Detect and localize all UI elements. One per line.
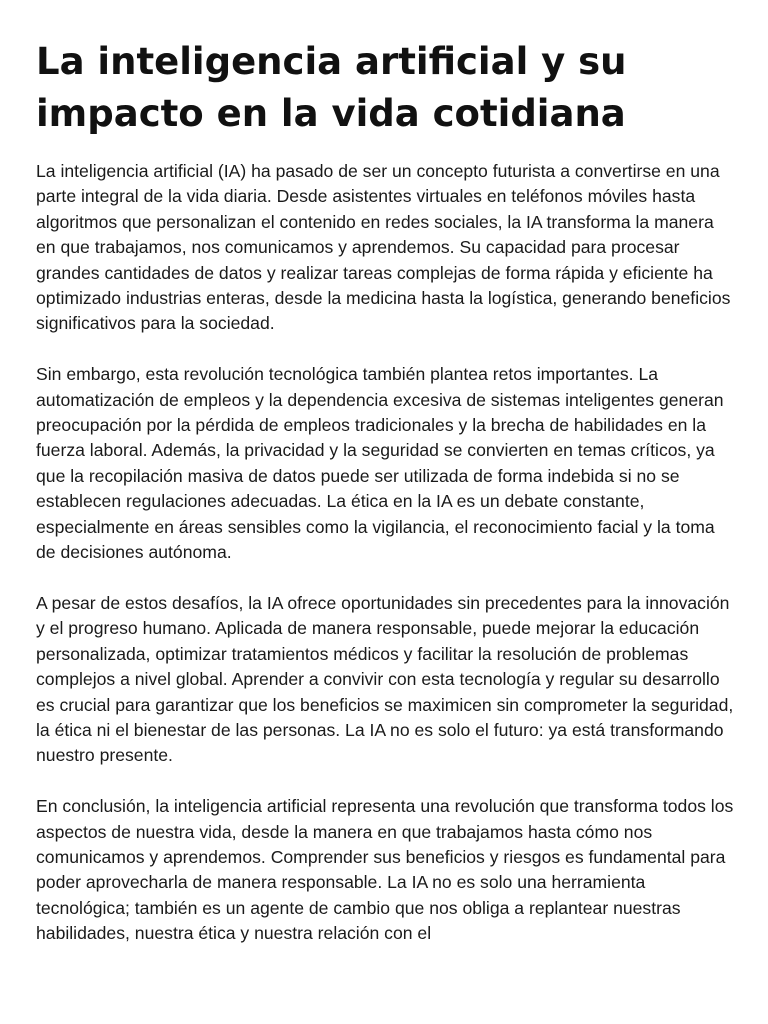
article-title: La inteligencia artificial y su impacto en la vida cotidiana — [36, 40, 627, 135]
article-paragraph-1: La inteligencia artificial (IA) ha pasado de ser un concepto futurista a convertirse en una parte integral de la vida diaria. Desde asistentes virtuales en teléfonos móviles hasta algoritmos que personalizan el contenido en redes sociales, la IA transforma la manera en que trabajamos, nos comunicamos y aprendemos. Su capacidad para procesar grandes cantidades de datos y realizar tareas complejas de forma rápida y eficiente ha optimizado industrias enteras, desde la medicina hasta la logística, generando beneficios significativos para la sociedad. — [36, 161, 731, 334]
article-paragraph-4: En conclusión, la inteligencia artificial representa una revolución que transforma todos los aspectos de nuestra vida, desde la manera en que trabajamos hasta cómo nos comunicamos y aprendemos. Comprender sus beneficios y riesgos es fundamental para poder aprovecharla de manera responsable. La IA no es solo una herramienta tecnológica; también es un agente de cambio que nos obliga a replantear nuestras habilidades, nuestra ética y nuestra relación con el — [36, 796, 734, 944]
article — [36, 36, 736, 972]
article-paragraph-2: Sin embargo, esta revolución tecnológica también plantea retos importantes. La automatización de empleos y la dependencia excesiva de sistemas inteligentes generan preocupación por la pérdida de empleos tradicionales y la brecha de habilidades en la fuerza laboral. Además, la privacidad y la seguridad se convierten en temas críticos, ya que la recopilación masiva de datos puede ser utilizada de forma indebida si no se establecen regulaciones adecuadas. La ética en la IA es un debate constante, especialmente en áreas sensibles como la vigilancia, el reconocimiento facial y la toma de decisiones autónoma. — [36, 364, 724, 563]
article-paragraph-3: A pesar de estos desafíos, la IA ofrece oportunidades sin precedentes para la innovación y el progreso humano. Aplicada de manera responsable, puede mejorar la educación personalizada, optimizar tratamientos médicos y facilitar la resolución de problemas complejos a nivel global. Aprender a convivir con esta tecnología y regular su desarrollo es crucial para garantizar que los beneficios se maximicen sin comprometer la seguridad, la ética ni el bienestar de las personas. La IA no es solo el futuro: ya está transformando nuestro presente. — [36, 592, 734, 766]
